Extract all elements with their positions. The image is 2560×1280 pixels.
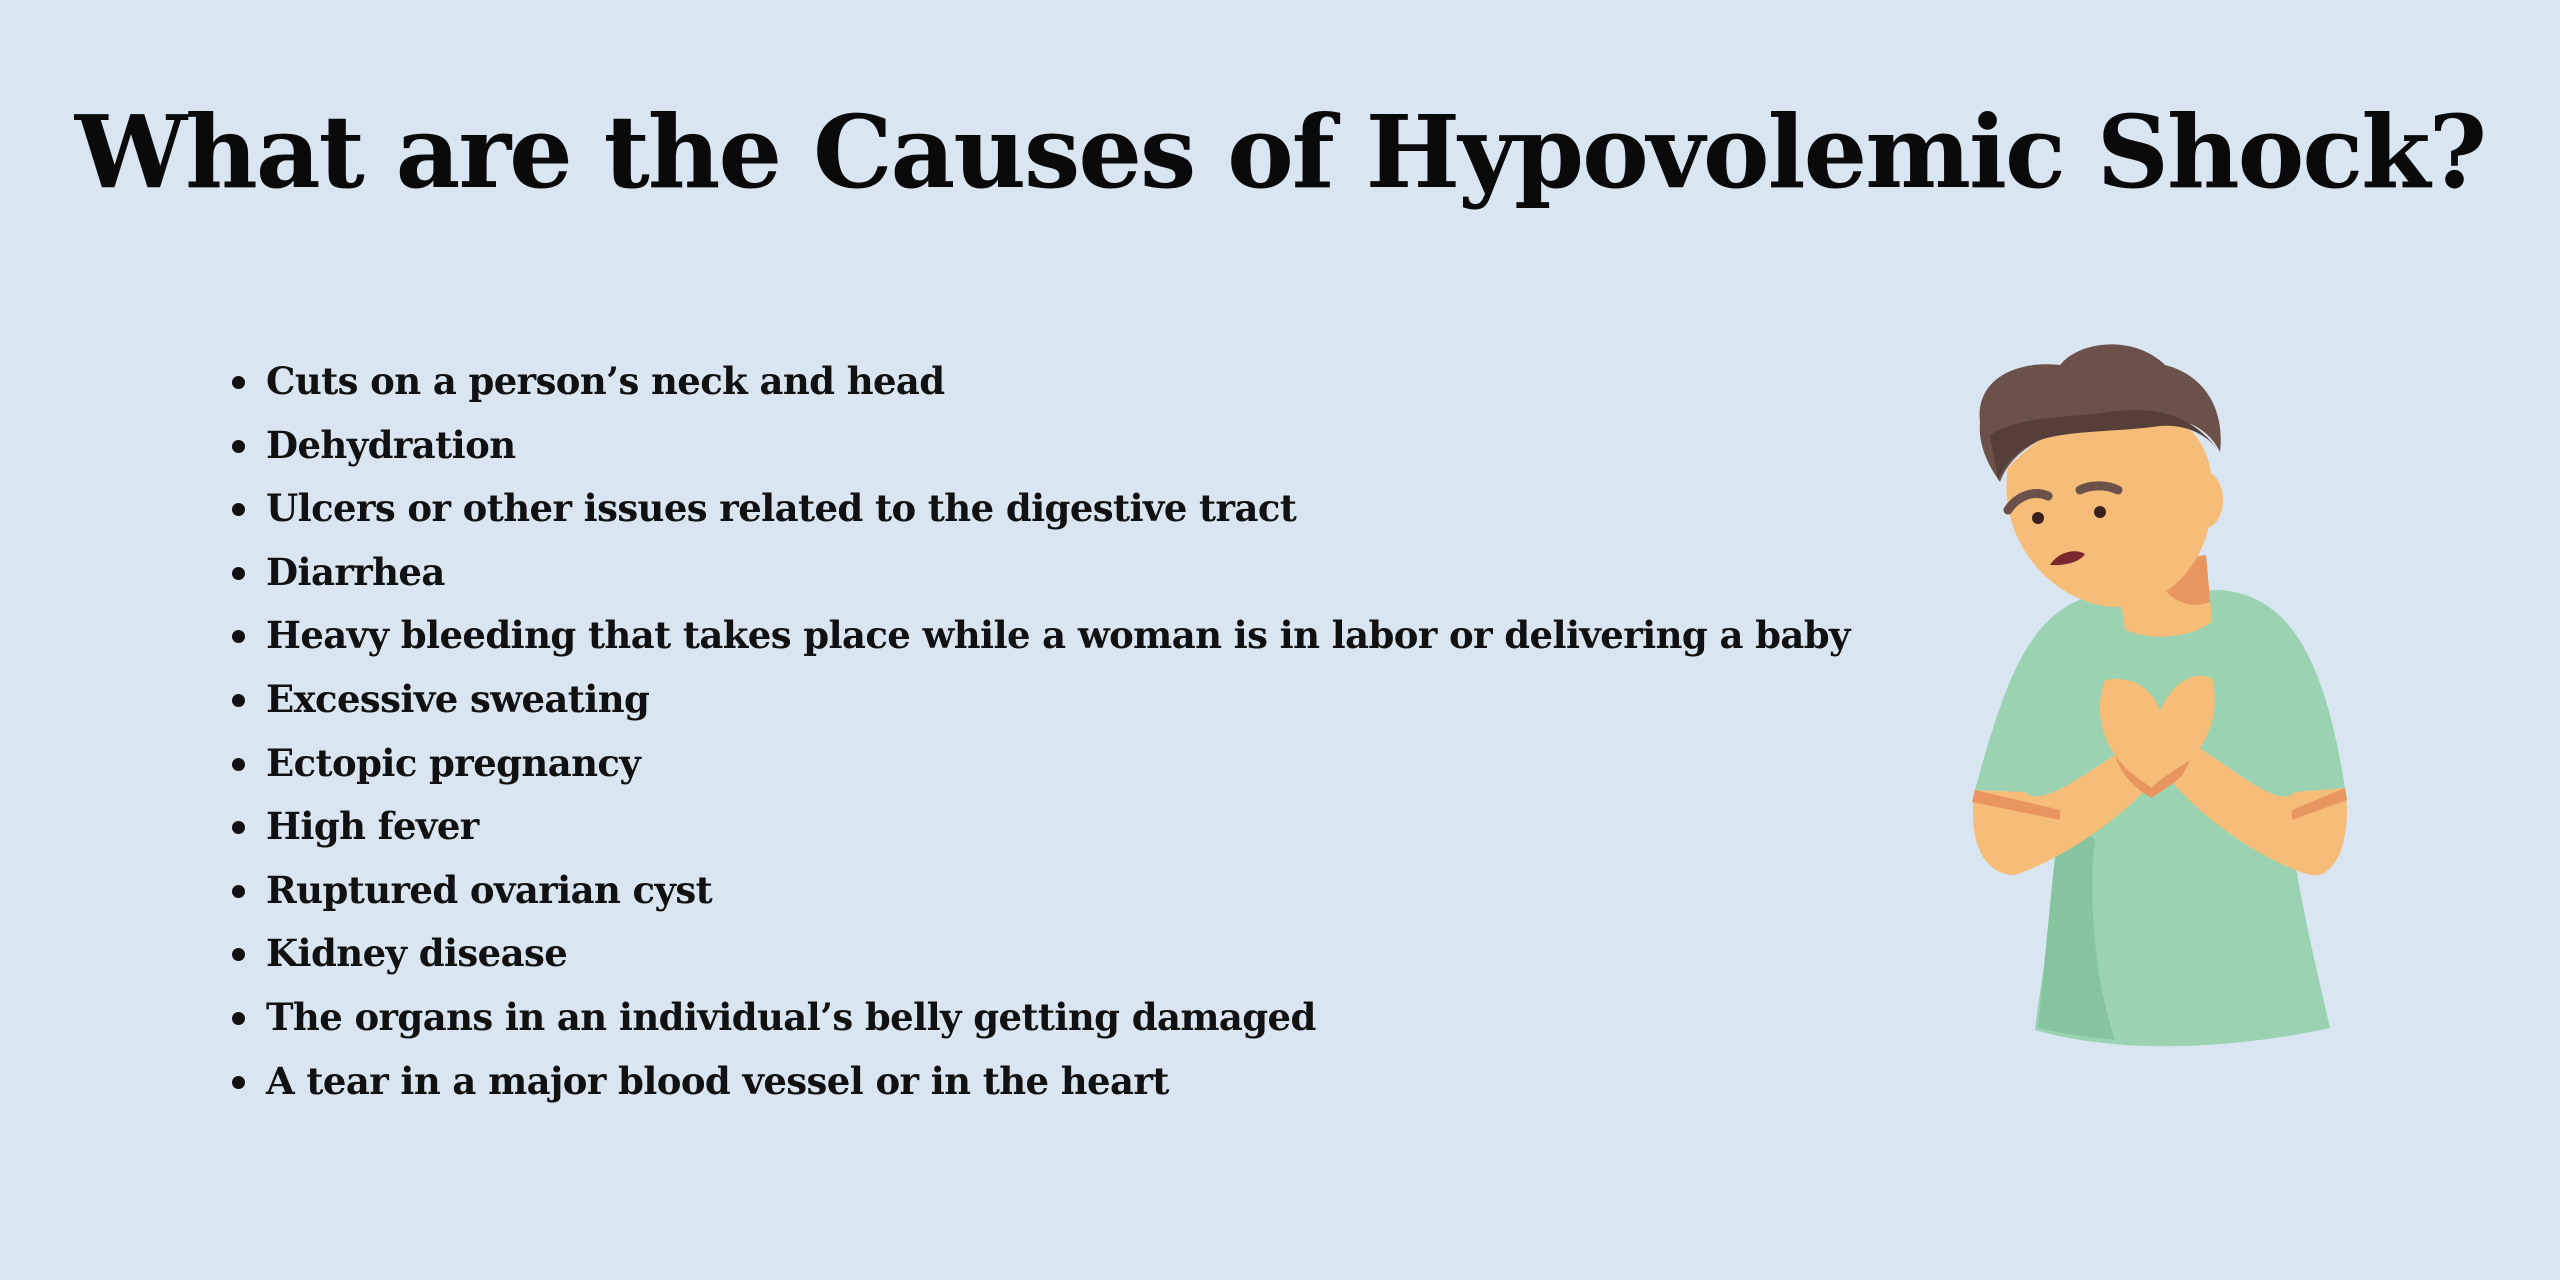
- page-title: What are the Causes of Hypovolemic Shock?: [74, 93, 2486, 211]
- eye-right-shape: [2094, 506, 2106, 518]
- causes-list: [228, 350, 1850, 1113]
- bullet-icon: [232, 885, 245, 898]
- list-item: [228, 604, 1850, 668]
- list-item-text: A tear in a major blood vessel or in the heart: [266, 1058, 1169, 1103]
- list-item-text: Ruptured ovarian cyst: [266, 867, 713, 912]
- list-item-text: Heavy bleeding that takes place while a woman is in labor or delivering a baby: [266, 613, 1850, 658]
- list-item-text: Excessive sweating: [266, 676, 650, 721]
- list-item: [228, 350, 1828, 414]
- bullet-icon: [232, 948, 245, 961]
- eye-left-shape: [2032, 512, 2044, 524]
- list-item-text: Cuts on a person’s neck and head: [266, 359, 945, 403]
- bullet-icon: [232, 758, 245, 771]
- bullet-icon: [232, 440, 245, 453]
- list-item: [228, 1050, 1828, 1114]
- list-item-text: Diarrhea: [266, 549, 445, 594]
- bullet-icon: [232, 1076, 245, 1089]
- bullet-icon: [232, 503, 245, 516]
- list-item: [228, 541, 1828, 605]
- person-holding-chest-illustration: [1920, 340, 2360, 1070]
- eyebrow-right-shape: [2080, 486, 2118, 490]
- face-shape: [2006, 414, 2212, 607]
- list-item-text: Ectopic pregnancy: [266, 740, 641, 785]
- list-item: [228, 732, 1828, 796]
- bullet-icon: [232, 694, 245, 707]
- list-item-text: Dehydration: [266, 422, 516, 467]
- list-item-text: Kidney disease: [266, 931, 568, 976]
- bullet-icon: [232, 630, 245, 643]
- list-item-text: High fever: [266, 804, 479, 849]
- list-item: [228, 986, 1828, 1050]
- list-item: [228, 795, 1828, 859]
- ear-shape: [2187, 472, 2223, 528]
- list-item-text: Ulcers or other issues related to the digestive tract: [266, 486, 1297, 531]
- bullet-icon: [232, 1012, 245, 1025]
- list-item: [228, 477, 1828, 541]
- bullet-icon: [232, 567, 245, 580]
- list-item-text: The organs in an individual’s belly getting damaged: [266, 994, 1316, 1039]
- list-item: [228, 414, 1828, 478]
- bullet-icon: [232, 821, 245, 834]
- list-item: [228, 922, 1828, 986]
- list-item: [228, 859, 1828, 923]
- bullet-icon: [232, 376, 245, 389]
- list-item: [228, 668, 1828, 732]
